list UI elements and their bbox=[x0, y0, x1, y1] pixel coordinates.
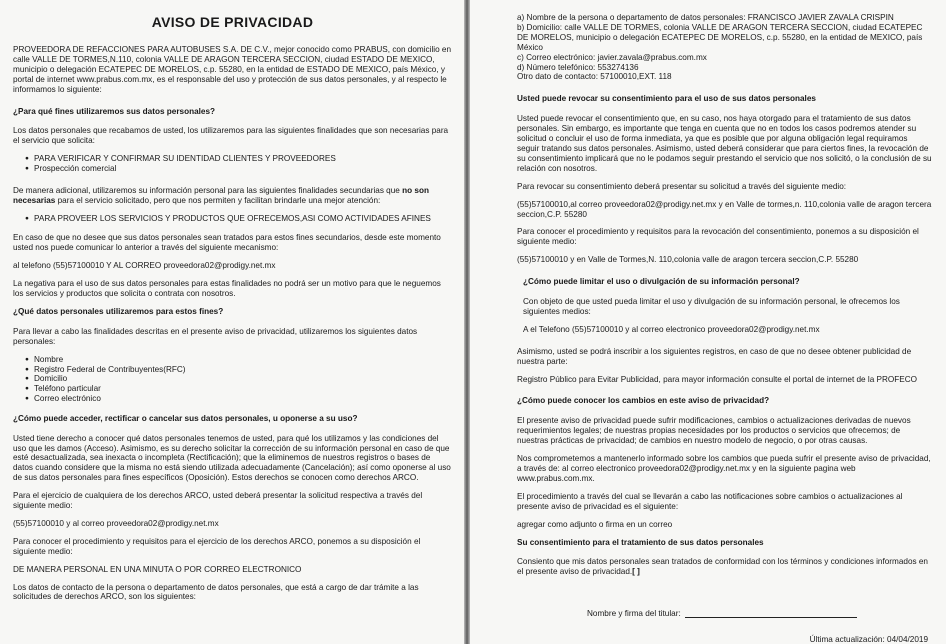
secundarias-text: De manera adicional, utilizaremos su información personal para las siguientes finalidades secundarias que no son necesarias para el servicio solicitado, pero que nos permiten y facilitan brindarle una mejor atención: bbox=[13, 185, 429, 205]
contacto-intro-text: Los datos de contacto de la persona o departamento de datos personales, que está a cargo de dar trámite a las solicitudes de derechos ARCO, son los siguientes: bbox=[13, 582, 419, 602]
question-arco: ¿Cómo puede acceder, rectificar o cancelar sus datos personales, u oponerse a su uso? bbox=[13, 413, 358, 423]
question-limitar: ¿Cómo puede limitar el uso o divulgación de su información personal? bbox=[523, 277, 800, 287]
list-item: ● Nombre bbox=[27, 355, 452, 365]
list-item: ● Domicilio bbox=[27, 374, 452, 384]
cambios-medio: agregar como adjunto o firma en un correo bbox=[517, 519, 673, 529]
no-desea-text: En caso de que no desee que sus datos personales sean tratados para estos fines secundarios, desde este momento usted nos puede comunicar lo anterior a través del siguiente mecanismo: bbox=[13, 233, 441, 253]
contact-block bbox=[517, 13, 932, 82]
signature-line bbox=[587, 609, 932, 618]
registros-text: Asimismo, usted se podrá inscribir a los siguientes registros, en caso de que no desee obtener publicidad de nuestra parte: bbox=[517, 346, 912, 366]
revocar-procedimiento-medio: (55)57100010 y en Valle de Tormes,N. 110,colonia valle de aragon tercera seccion,C.P. 55280 bbox=[517, 255, 859, 265]
arco-ejercicio-text: Para el ejercicio de cualquiera de los derechos ARCO, usted deberá presentar la solicitud respectiva a través del siguiente medio: bbox=[13, 491, 423, 511]
list-item: ● PARA PROVEER LOS SERVICIOS Y PRODUCTOS QUE OFRECEMOS,ASI COMO ACTIVIDADES AFINES bbox=[27, 214, 452, 224]
question-cambios: ¿Cómo puede conocer los cambios en este aviso de privacidad? bbox=[517, 396, 770, 406]
signature-label: Nombre y firma del titular: bbox=[587, 609, 681, 619]
fines-list bbox=[13, 154, 452, 174]
limitar-medio: A el Telefono (55)57100010 y al correo electronico proveedora02@prodigy.net.mx bbox=[523, 324, 820, 334]
page-right bbox=[470, 0, 946, 644]
arco-procedimiento-text: Para conocer el procedimiento y requisitos para el ejercicio de los derechos ARCO, ponemos a su disposición el siguiente medio: bbox=[13, 536, 421, 556]
last-updated: Última actualización: 04/04/2019 bbox=[809, 635, 928, 644]
revocar-medio: (55)57100010,al correo proveedora02@prodigy.net.mx y en Valle de tormes,n. 110,colonia valle de aragon tercera seccion,C.P. 55280 bbox=[517, 199, 932, 219]
list-item: ● Teléfono particular bbox=[27, 384, 452, 394]
contact-name: a) Nombre de la persona o departamento de datos personales: FRANCISCO JAVIER ZAVALA CRISPIN bbox=[517, 13, 894, 22]
contact-address: b) Domicilio: calle VALLE DE TORMES, colonia VALLE DE ARAGON TERCERA SECCION, ciudad ECATEPEC DE MORELOS, municipio o delegación ECATEPEC DE MORELOS, c.p. 55280, en la entidad de MEXICO, país México bbox=[517, 22, 923, 52]
signature-field[interactable] bbox=[685, 609, 857, 618]
registro-publico: Registro Público para Evitar Publicidad, para mayor información consulte el portal de internet de la PROFECO bbox=[517, 374, 918, 384]
list-item: ● Registro Federal de Contribuyentes(RFC) bbox=[27, 365, 452, 375]
question-fines: ¿Para qué fines utilizaremos sus datos personales? bbox=[13, 106, 216, 116]
arco-text: Usted tiene derecho a conocer qué datos personales tenemos de usted, para qué los utilizamos y las condiciones del uso que les damos (Acceso). Asimismo, es su derecho solicitar la corrección de su información personal en caso de que esté desactualizada, sea inexacta o incompleta (Rectificación); que la eliminemos de nuestros registros o bases de datos cuando considere que la misma no está siendo utilizada adecuadamente (Cancelación); así como oponerse al uso de sus datos personales para fines específicos (Oposición). Estos derechos se conocen como derechos ARCO. bbox=[13, 433, 451, 483]
revocar-medio-intro: Para revocar su consentimiento deberá presentar su solicitud a través del siguiente medio: bbox=[517, 181, 847, 191]
contact-other: Otro dato de contacto: 57100010,EXT. 118 bbox=[517, 72, 672, 82]
list-item: ● Correo electrónico bbox=[27, 394, 452, 404]
datos-text: Para llevar a cabo las finalidades descritas en el presente aviso de privacidad, utilizaremos los siguientes datos personales: bbox=[13, 326, 418, 346]
limitar-text: Con objeto de que usted pueda limitar el uso y divulgación de su información personal, le ofrecemos los siguientes medios: bbox=[523, 297, 900, 316]
question-consentimiento: Su consentimiento para el tratamiento de sus datos personales bbox=[517, 537, 764, 547]
consent-checkbox[interactable]: [ ] bbox=[632, 567, 640, 577]
fines-text: Los datos personales que recabamos de usted, los utilizaremos para las siguientes finalidades que son necesarias para el servicio que solicita: bbox=[13, 126, 449, 146]
contact-phone: d) Número telefónico: 553274136 bbox=[517, 62, 639, 72]
list-item: ● Prospección comercial bbox=[27, 164, 452, 174]
mecanismo-text: al telefono (55)57100010 Y AL CORREO proveedora02@prodigy.net.mx bbox=[13, 261, 276, 271]
consentimiento-text: Consiento que mis datos personales sean tratados de conformidad con los términos y condiciones informados en el presente aviso de privacidad.[ ] bbox=[517, 557, 928, 577]
cambios-text: El presente aviso de privacidad puede sufrir modificaciones, cambios o actualizaciones derivadas de nuevos requerimientos legales; de nuestras propias necesidades por los productos o servicios que ofrecemos; de nuestras prácticas de privacidad; de cambios en nuestro modelo de negocio, o por otras causas. bbox=[517, 416, 911, 446]
arco-medio-text: (55)57100010 y al correo proveedora02@prodigy.net.mx bbox=[13, 518, 219, 528]
secundarias-bold: no son necesarias bbox=[13, 185, 429, 205]
list-item: ● PARA VERIFICAR Y CONFIRMAR SU IDENTIDAD CLIENTES Y PROVEEDORES bbox=[27, 154, 452, 164]
document-title: AVISO DE PRIVACIDAD bbox=[151, 14, 314, 30]
question-revocar: Usted puede revocar su consentimiento para el uso de sus datos personales bbox=[517, 94, 816, 104]
negativa-text: La negativa para el uso de sus datos personales para estas finalidades no podrá ser un motivo para que le neguemos los servicios y productos que solicita o contrata con nosotros. bbox=[13, 279, 441, 299]
revocar-text: Usted puede revocar el consentimiento que, en su caso, nos haya otorgado para el tratamiento de sus datos personales. Sin embargo, es importante que tenga en cuenta que no en todos los casos podremos atender su solicitud o concluir el uso de forma inmediata, ya que es posible que por alguna obligación legal requiramos seguir tratando sus datos personales. Asimismo, usted deberá considerar que para ciertos fines, la revocación de su consentimiento implicará que no le podamos seguir prestando el servicio que nos solicitó, o la conclusión de su relación con nosotros. bbox=[517, 114, 932, 173]
contact-email: c) Correo electrónico: javier.zavala@prabus.com.mx bbox=[517, 52, 707, 62]
arco-procedimiento-medio: DE MANERA PERSONAL EN UNA MINUTA O POR CORREO ELECTRONICO bbox=[13, 564, 302, 574]
revocar-procedimiento: Para conocer el procedimiento y requisitos para la revocación del consentimiento, ponemos a su disposición el siguiente medio: bbox=[517, 227, 919, 247]
secundarias-list bbox=[13, 214, 452, 224]
question-datos: ¿Qué datos personales utilizaremos para estos fines? bbox=[13, 306, 224, 316]
datos-list bbox=[13, 355, 452, 404]
intro-paragraph: PROVEEDORA DE REFACCIONES PARA AUTOBUSES S.A. DE C.V., mejor conocido como PRABUS, con domicilio en calle VALLE DE TORMES,N.110, colonia VALLE DE ARAGON TERCERA SECCION, ciudad ESTADO DE MEXICO, municipio o delegación ECATEPEC DE MORELOS, c.p. 55280, en la entidad de ESTADO DE MEXICO, país México, y portal de internet www.prabus.com.mx, es el responsable del uso y protección de sus datos personales, y al respecto le informamos lo siguiente: bbox=[13, 45, 452, 94]
cambios-compromiso: Nos comprometemos a mantenerlo informado sobre los cambios que pueda sufrir el presente aviso de privacidad, a través de: al correo electronico proveedora02@prodigy.net.mx y en la siguiente pagina web www.prabus.com.mx. bbox=[517, 454, 931, 483]
page-left bbox=[0, 0, 464, 644]
cambios-procedimiento: El procedimiento a través del cual se llevarán a cabo las notificaciones sobre cambios o actualizaciones al presente aviso de privacidad es el siguiente: bbox=[517, 491, 903, 511]
